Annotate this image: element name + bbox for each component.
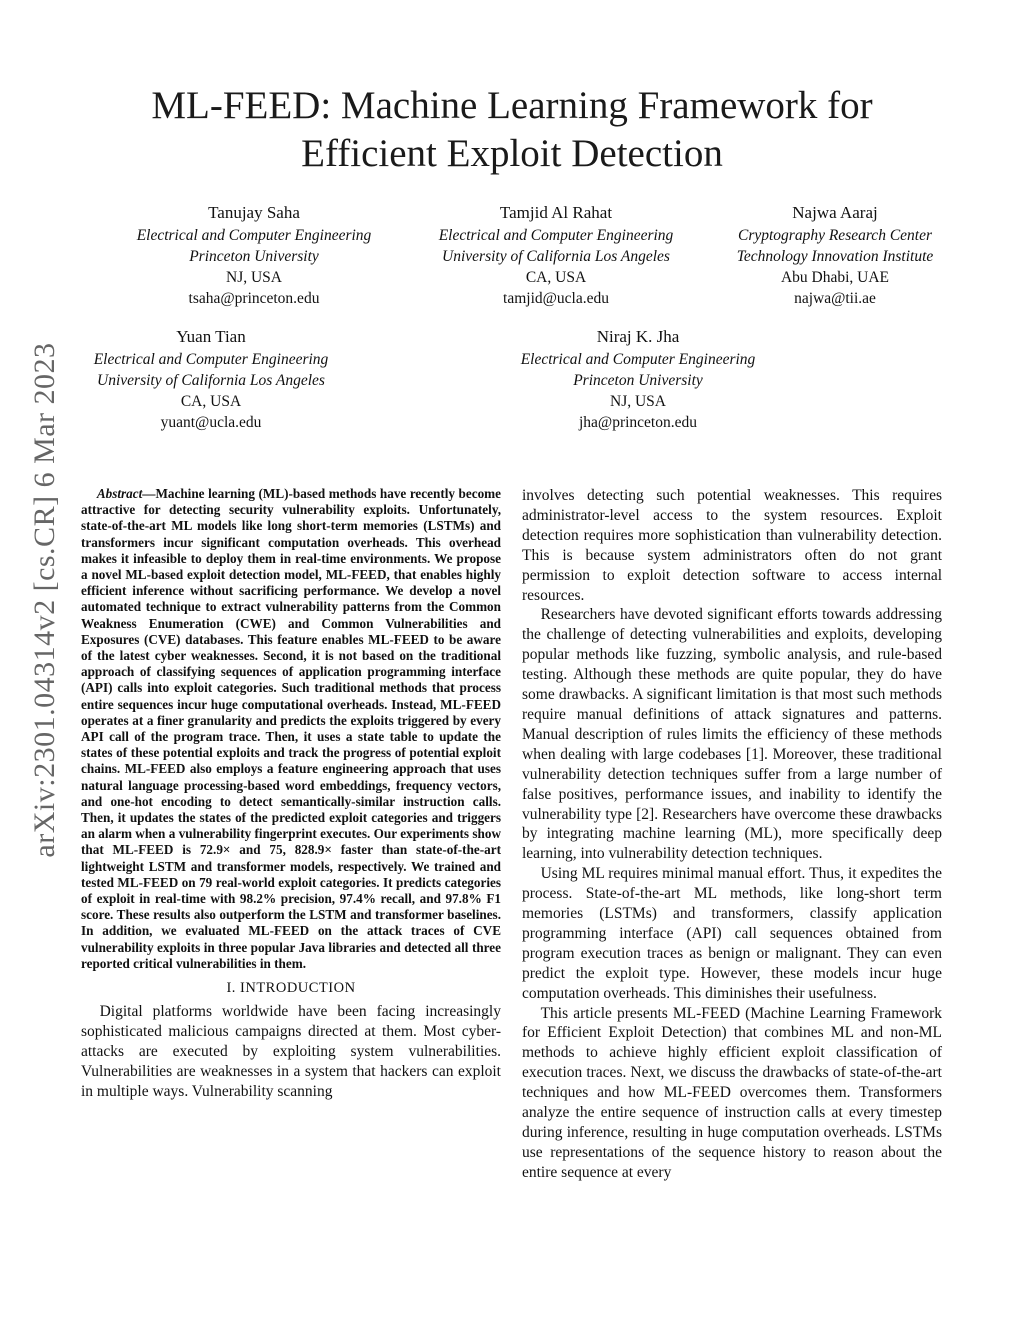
author-location: NJ, USA [610, 393, 666, 410]
intro-paragraph: Digital platforms worldwide have been facing increasingly sophisticated malicious campaigns directed at them. Most cyber-attacks are executed by exploiting system vulnerabilities. Vulnerabilities are weaknesses in a system that hackers can exploit in multiple ways. Vulnerability scanning [81, 1003, 501, 1100]
author-name: Najwa Aaraj [792, 203, 878, 222]
abstract-text: —Machine learning (ML)-based methods have recently become attractive for detecting security vulnerability exploits. Unfortunately, state-of-the-art ML models like long short-term memories (LSTMs) and transformers incur significant computation overheads. This overhead makes it infeasible to deploy them in real-time environments. We propose a novel ML-based exploit detection model, ML-FEED, that enables highly efficient inference without sacrificing performance. We develop a novel automated technique to extract vulnerability patterns from the Common Weakness Enumeration (CWE) and Common Vulnerabilities and Exposures (CVE) databases. This feature enables ML-FEED to be aware of the latest cyber weaknesses. Second, it is not based on the traditional approach of classifying sequences of application programming interface (API) calls into exploit categories. Such traditional methods that process entire sequences incur huge computational overheads. Instead, ML-FEED operates at a finer granularity and predicts the exploits triggered by every API call of the program trace. Then, it uses a state table to update the states of these potential exploits and track the progress of potential exploit chains. ML-FEED also employs a feature engineering approach that uses natural language processing-based word embeddings, frequency vectors, and one-hot encoding to detect semantically-similar instruction calls. Then, it updates the states of the predicted exploit categories and triggers an alarm when a vulnerability fingerprint executes. Our experiments show that ML-FEED is 72.9× and 75, 828.9× faster than state-of-the-art lightweight LSTM and transformer models, respectively. We trained and tested ML-FEED on 79 real-world exploit categories. It predicts categories of exploit in real-time with 98.2% precision, 97.4% recall, and 97.8% F1 score. These results also outperform the LSTM and transformer baselines. In addition, we evaluated ML-FEED on the attack traces of CVE vulnerability exploits in three popular Java libraries and detected all three reported critical vulnerabilities in them. [81, 486, 501, 971]
body-paragraph: Using ML requires minimal manual effort. Thus, it expedites the process. State-of-the-art ML methods, like long-short term memories (LSTMs) and transformers, classify application programming interface (API) call sequences obtained from program execution traces as benign or malignant. They can even predict the exploit type. However, these models incur huge computation overheads. This diminishes their usefulness. [522, 865, 942, 1002]
author-location: CA, USA [525, 269, 587, 286]
author-dept: Electrical and Computer Engineering [93, 351, 329, 368]
author-name: Tamjid Al Rahat [499, 203, 613, 222]
author-email: najwa@tii.ae [794, 290, 876, 307]
author-dept: Electrical and Computer Engineering [520, 351, 756, 368]
title-line-1: ML-FEED: Machine Learning Framework for [151, 84, 873, 127]
author-name: Yuan Tian [176, 327, 246, 346]
author-block-1 [115, 202, 393, 309]
author-block-5 [495, 326, 781, 433]
author-name: Niraj K. Jha [596, 327, 680, 346]
author-location: NJ, USA [226, 269, 282, 286]
arxiv-identifier: arXiv:2301.04314v2 [cs.CR] 6 Mar 2023 [28, 342, 61, 858]
author-org: Princeton University [573, 372, 703, 389]
author-email: jha@princeton.edu [579, 414, 697, 431]
body-paragraph: Researchers have devoted significant efforts towards addressing the challenge of detecting vulnerabilities and exploits, developing popular methods like fuzzing, symbolic analysis, and rule-based testing. Although these methods are quite popular, they do have some drawbacks. A significant limitation is that most such methods require manual definitions of attack signatures and patterns. Manual description of rules limits the efficiency of these methods when dealing with large codebases [1]. Moreover, these traditional vulnerability detection techniques suffer from a large number of false positives, performance issues, and inability to identify the vulnerability type [2]. Researchers have overcome these drawbacks by integrating machine learning (ML), more specifically deep learning, into vulnerability detection techniques. [522, 606, 942, 863]
author-block-4 [70, 326, 352, 433]
author-org: University of California Los Angeles [442, 248, 670, 265]
right-column [522, 486, 942, 1183]
author-block-2 [406, 202, 706, 309]
section-heading: I. INTRODUCTION [226, 980, 356, 997]
author-email: yuant@ucla.edu [160, 414, 262, 431]
body-paragraph: This article presents ML-FEED (Machine Learning Framework for Efficient Exploit Detection) that combines ML and non-ML methods to achieve highly efficient exploit classification of execution traces. Next, we discuss the drawbacks of state-of-the-art techniques and how ML-FEED overcomes them. Transformers analyze the entire sequence of instruction calls at every timestep during inference, resulting in huge computation overheads. LSTMs use representations of the sequence history to reason about the entire sequence at every [522, 1004, 942, 1181]
author-dept: Electrical and Computer Engineering [136, 227, 372, 244]
author-email: tsaha@princeton.edu [188, 290, 320, 307]
author-org: Princeton University [189, 248, 319, 265]
author-location: CA, USA [180, 393, 242, 410]
author-org: Technology Innovation Institute [736, 248, 934, 265]
paper-title [0, 82, 1024, 178]
author-dept: Electrical and Computer Engineering [438, 227, 674, 244]
body-paragraph: involves detecting such potential weaknesses. This requires administrator-level access to the system resources. Exploit detection requires more sophistication than vulnerability detection. This is because system administrators often do not grant permission to exploit detection software to access internal resources. [522, 487, 942, 604]
author-email: tamjid@ucla.edu [503, 290, 609, 307]
author-location: Abu Dhabi, UAE [780, 269, 890, 286]
author-block-3 [718, 202, 952, 309]
abstract [81, 486, 501, 972]
abstract-label: Abstract [96, 486, 143, 501]
title-line-2: Efficient Exploit Detection [301, 132, 723, 175]
author-name: Tanujay Saha [208, 203, 300, 222]
left-column [81, 486, 501, 1102]
author-dept: Cryptography Research Center [738, 227, 932, 244]
author-org: University of California Los Angeles [97, 372, 325, 389]
